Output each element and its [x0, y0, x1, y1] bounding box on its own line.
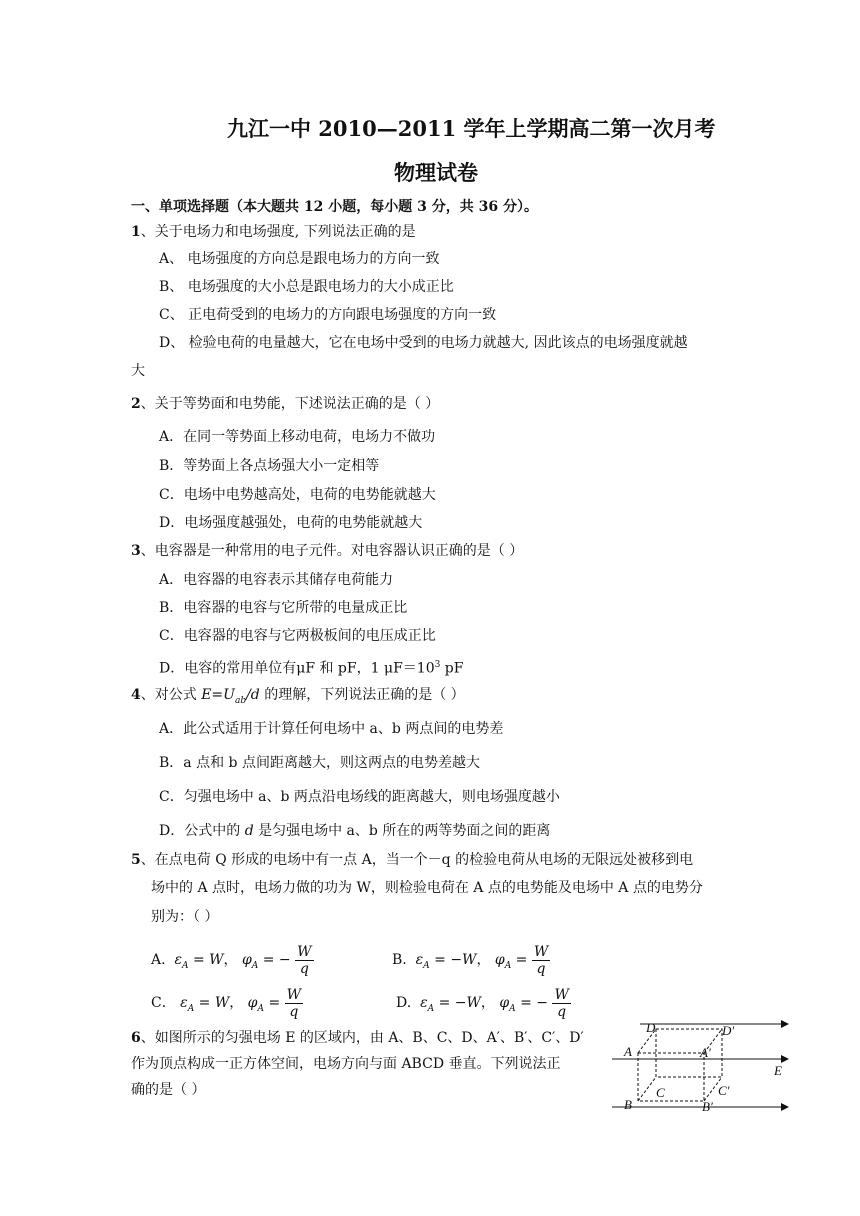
phi-symbol: φ: [499, 995, 510, 1011]
label-a-prime: A′: [700, 1045, 711, 1060]
q5-option-a: [151, 940, 314, 980]
equals: =: [520, 995, 532, 1011]
var-w: W: [462, 952, 477, 968]
numerator: W: [533, 943, 549, 960]
exponent: 3: [434, 660, 441, 670]
equals: =: [192, 952, 205, 968]
q2-option-d: D．电场强度越强处，电荷的电势能就越大: [159, 515, 423, 531]
q6-line-3: 确的是（ ）: [131, 1082, 206, 1098]
question-4: [131, 686, 465, 710]
option-letter: A.: [151, 952, 166, 968]
q1-option-d: D、 检验电荷的电量越大，它在电场中受到的电场力就越大, 因此该点的电场强度就越: [159, 335, 688, 351]
q3-option-d-unit: pF: [440, 660, 464, 677]
q5-option-b: [392, 940, 550, 980]
comma: ，: [480, 995, 495, 1011]
subscript: A: [427, 1003, 435, 1014]
q3-option-a: A．电容器的电容表示其储存电荷能力: [159, 572, 394, 588]
question-stem: 、在点电荷 Q 形成的电场中有一点 A，当一个－q 的检验电荷从电场的无限远处被移到电: [140, 852, 694, 868]
q3-option-d-text: D．电容的常用单位有μF 和 pF，1 μF＝10: [159, 660, 435, 677]
equals: =: [515, 952, 528, 968]
q6-line-2: 作为顶点构成一正方体空间，电场方向与面 ABCD 垂直。下列说法正: [131, 1056, 561, 1072]
denominator: q: [299, 960, 309, 977]
label-c: C: [656, 1085, 665, 1100]
denominator: q: [557, 1003, 567, 1020]
question-number: 1: [131, 224, 141, 240]
subscript: A: [504, 960, 512, 971]
option-letter: D.: [396, 995, 412, 1011]
q5-line-3: 别为：（ ）: [151, 909, 219, 925]
minus: −: [450, 952, 463, 968]
q5-option-c: [151, 983, 303, 1023]
comma: ，: [476, 952, 491, 968]
var-w: W: [214, 995, 230, 1011]
denominator: q: [289, 1003, 299, 1020]
question-stem: 、电容器是一种常用的电子元件。对电容器认识正确的是（ ）: [140, 543, 524, 559]
comma: ，: [229, 995, 244, 1011]
fraction: [552, 987, 570, 1020]
phi-symbol: φ: [494, 952, 505, 968]
equals: =: [434, 952, 446, 968]
question-stem: 、关于电场力和电场强度, 下列说法正确的是: [140, 224, 416, 240]
epsilon-symbol: ε: [180, 995, 188, 1011]
numerator: W: [286, 986, 302, 1003]
question-stem: 、对公式: [140, 687, 202, 703]
equals: =: [262, 952, 275, 968]
q1-option-a: A、 电场强度的方向总是跟电场力的方向一致: [159, 251, 440, 267]
q2-option-c: C．电场中电势越高处，电荷的电势能就越大: [159, 487, 436, 503]
question-6: [131, 1029, 584, 1047]
var-w: W: [466, 995, 481, 1011]
epsilon-symbol: ε: [415, 952, 424, 968]
equals: =: [198, 995, 211, 1011]
epsilon-symbol: ε: [420, 995, 428, 1011]
question-1: [131, 223, 416, 241]
q2-option-b: B．等势面上各点场强大小一定相等: [159, 458, 380, 474]
variable-d: d: [244, 823, 254, 839]
q1-option-c: C、 正电荷受到的电场力的方向跟电场强度的方向一致: [159, 307, 497, 323]
cube-field-figure: [610, 1015, 800, 1120]
option-letter: C．: [151, 995, 176, 1011]
minus: −: [536, 995, 549, 1011]
section-heading: 一、单项选择题（本大题共 12 小题，每小题 3 分，共 36 分）。: [131, 199, 538, 215]
question-stem: 、关于等势面和电势能，下述说法正确的是（ ）: [140, 396, 440, 412]
phi-symbol: φ: [241, 952, 252, 968]
label-e: E: [774, 1063, 782, 1078]
question-5: [131, 851, 693, 869]
formula-tail: /d: [246, 687, 260, 703]
q4-option-c: C．匀强电场中 a、b 两点沿电场线的距离越大，则电场强度越小: [159, 789, 560, 805]
subscript: A: [181, 960, 189, 971]
label-b: B: [624, 1097, 632, 1112]
q3-option-b: B．电容器的电容与它所带的电量成正比: [159, 600, 408, 616]
q1-option-d-cont: 大: [131, 363, 145, 379]
minus: −: [278, 952, 291, 968]
q4-option-a: A．此公式适用于计算任何电场中 a、b 两点间的电势差: [159, 721, 504, 737]
question-stem: 、如图所示的匀强电场 E 的区域内，由 A、B、C、D、A′、B′、C′、D′: [140, 1030, 584, 1046]
denominator: q: [536, 960, 546, 977]
q4-option-d-tail: 是匀强电场中 a、b 所在的两等势面之间的距离: [253, 823, 551, 839]
phi-symbol: φ: [247, 995, 258, 1011]
question-stem-tail: 的理解，下列说法正确的是（ ）: [259, 687, 465, 703]
question-number: 6: [131, 1030, 141, 1046]
fraction: [295, 944, 313, 977]
q2-option-a: A．在同一等势面上移动电荷，电场力不做功: [159, 429, 436, 445]
label-d: D: [646, 1020, 656, 1035]
question-number: 4: [131, 687, 141, 703]
subscript: A: [257, 1003, 264, 1014]
var-w: W: [209, 952, 224, 968]
cube-edges: [638, 1029, 722, 1101]
q4-option-d: [159, 822, 550, 840]
numerator: W: [297, 943, 312, 960]
exam-title: 九江一中 2010—2011 学年上学期高二第一次月考: [227, 116, 716, 141]
q5-option-d: [396, 983, 571, 1023]
question-number: 5: [131, 852, 141, 868]
fraction: [285, 987, 303, 1020]
minus: −: [454, 995, 467, 1011]
subscript: A: [251, 960, 259, 971]
label-d-prime: D′: [722, 1023, 735, 1038]
comma: ，: [223, 952, 238, 968]
formula-subscript: ab: [234, 695, 247, 706]
label-c-prime: C′: [718, 1083, 730, 1098]
equals: =: [268, 995, 281, 1011]
subscript: A: [187, 1003, 195, 1014]
fraction: [532, 944, 550, 977]
formula: E=U: [201, 687, 235, 703]
subscript: A: [509, 1003, 516, 1014]
question-2: [131, 395, 439, 413]
question-3: [131, 542, 523, 560]
label-a: A: [624, 1044, 632, 1059]
label-b-prime: B′: [702, 1099, 713, 1114]
exam-subtitle: 物理试卷: [394, 160, 478, 185]
q3-option-d: [159, 656, 463, 678]
epsilon-symbol: ε: [174, 952, 182, 968]
option-letter: B.: [392, 952, 407, 968]
q1-option-b: B、 电场强度的大小总是跟电场力的大小成正比: [159, 279, 454, 295]
q3-option-c: C．电容器的电容与它两极板间的电压成正比: [159, 628, 436, 644]
q4-option-b: B．a 点和 b 点间距离越大，则这两点的电势差越大: [159, 755, 480, 771]
numerator: W: [554, 986, 569, 1003]
q4-option-d-text: D．公式中的: [159, 823, 245, 839]
question-number: 3: [131, 543, 141, 559]
question-number: 2: [131, 396, 141, 412]
q5-line-2: 场中的 A 点时，电场力做的功为 W，则检验电荷在 A 点的电势能及电场中 A 点的电势分: [151, 880, 703, 896]
subscript: A: [423, 960, 430, 971]
equals: =: [438, 995, 451, 1011]
